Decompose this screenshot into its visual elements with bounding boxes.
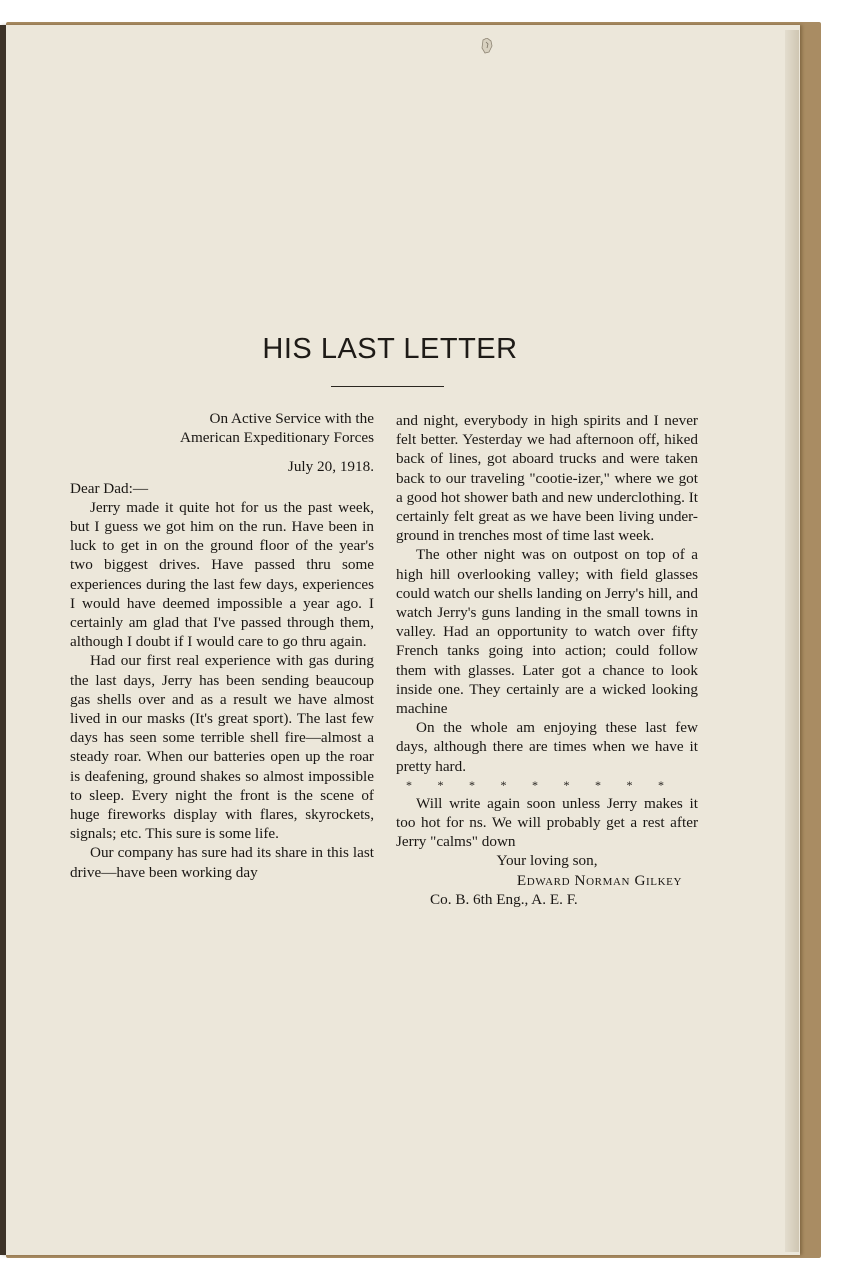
service-line-2: American Expeditionary Forces: [180, 429, 374, 447]
letter-column-left: [70, 409, 374, 882]
paragraph: Our company has sure had its share in this last drive—have been working day: [70, 844, 374, 881]
paragraph: Jerry made it quite hot for us the past week, but I guess we got him on the run. Have been in luck to get in on the ground floor of the year's two biggest drives. Have passed thru some experiences during the last few days, experiences I would have deemed impossible a year ago. I certainly am glad that I've passed through them, although I doubt if I would care to go thru again.: [70, 498, 374, 651]
salutation: Dear Dad:—: [70, 479, 149, 497]
final-paragraph: Will write again soon unless Jerry makes it too hot for ns. We will probably get a rest after Jerry "calms" down: [396, 794, 698, 851]
title-divider: [331, 386, 444, 387]
service-heading: [70, 409, 374, 447]
asterisk-separator: * * * * * * * * *: [406, 777, 664, 792]
paragraph: On the whole am enjoying these last few days, although there are times when we have it pretty hard.: [396, 719, 698, 775]
paragraph-continuation: and night, everybody in high spirits and I never felt better. Yesterday we had afternoon off, hiked back of lines, got aboard trucks and were taken back to our traveling "cootie-izer," where we got a good hot shower bath and new underclothing. It certainly felt great as we have been living under-ground in trenches most of time last week.: [396, 412, 698, 545]
paper-tear-mark: [480, 38, 494, 54]
unit-designation: Co. B. 6th Eng., A. E. F.: [430, 890, 578, 908]
service-line-1: On Active Service with the: [209, 410, 374, 427]
letter-column-right: [396, 411, 698, 909]
paragraph: The other night was on outpost on top of a high hill overlooking valley; with field glasses could watch our shells landing on Jerry's hill, and watch Jerry's guns landing in the small towns in valley. Had an opportunity to watch over fifty French tanks going into action; could follow them with glasses. Later got a chance to look inside one. They certainly are a wicked looking machine: [396, 546, 698, 718]
page-edge: [785, 30, 799, 1252]
signature: Edward Norman Gilkey: [516, 871, 682, 889]
letter-date: July 20, 1918.: [287, 458, 374, 476]
binding-spine: [0, 25, 6, 1255]
page-title: HIS LAST LETTER: [262, 333, 518, 365]
closing: Your loving son,: [496, 852, 598, 870]
paragraph: Had our first real experience with gas during the last days, Jerry has been sending beaucoup gas shells over and as a result we have almost lived in our masks (It's great sport). The last few days has seen some terrible shell fire—almost a steady roar. When our batteries open up the roar is deafening, ground shakes so almost impossible to sleep. Every night the front is the scene of huge fireworks display with flares, skyrockets, signals; etc. This sure is some life.: [70, 652, 374, 843]
